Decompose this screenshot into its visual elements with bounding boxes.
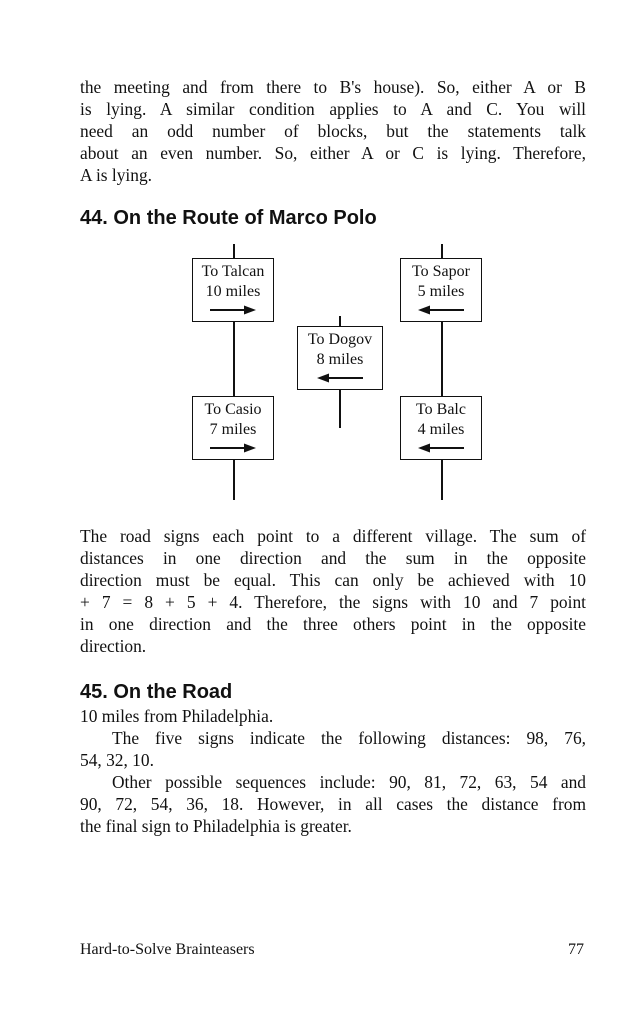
text-line: need an odd number of blocks, but the statements talk [80, 121, 586, 141]
arrow-right-icon [210, 305, 256, 315]
arrow-left-icon [418, 443, 464, 453]
text-line: The road signs each point to a different village. The sum of [80, 526, 586, 546]
sign-balc [400, 396, 482, 460]
text-line: A is lying. [80, 165, 152, 185]
text-line: 54, 32, 10. [80, 750, 154, 770]
sign-casio [192, 396, 274, 460]
sign-distance: 4 miles [417, 421, 465, 438]
footer-book-title: Hard-to-Solve Brainteasers [80, 941, 255, 958]
section-45-paragraph-1 [80, 727, 586, 771]
sign-destination: To Casio [204, 401, 262, 418]
sign-sapor [400, 258, 482, 322]
sign-distance: 7 miles [209, 421, 257, 438]
text-line: in one direction and the three others point in the opposite [80, 614, 586, 634]
arrow-left-icon [317, 373, 363, 383]
text-line: distances in one direction and the sum in the opposite [80, 548, 586, 568]
text-line: the final sign to Philadelphia is greater. [80, 816, 352, 836]
section-44-paragraph [80, 525, 586, 657]
text-line: 90, 72, 54, 36, 18. However, in all cases the distance from [80, 794, 586, 814]
sign-talcan [192, 258, 274, 322]
section-45-heading: 45. On the Road [80, 681, 233, 703]
sign-distance: 5 miles [417, 283, 465, 300]
text-line: 10 miles from Philadelphia. [80, 706, 274, 726]
arrow-left-icon [418, 305, 464, 315]
arrow-right-icon [210, 443, 256, 453]
sign-destination: To Sapor [412, 263, 470, 280]
text-line: is lying. A similar condition applies to A and C. You will [80, 99, 586, 119]
section-45-paragraph-2 [80, 771, 586, 837]
text-line: The five signs indicate the following distances: 98, 76, [112, 728, 586, 748]
page-number: 77 [568, 941, 584, 958]
text-line: Other possible sequences include: 90, 81, 72, 63, 54 and [112, 772, 586, 792]
sign-destination: To Balc [416, 401, 466, 418]
sign-destination: To Dogov [307, 331, 373, 348]
sign-dogov [297, 326, 383, 390]
text-line: direction must be equal. This can only be achieved with 10 [80, 570, 586, 590]
section-45-answer [80, 705, 586, 727]
text-line: the meeting and from there to B's house). So, either A or B [80, 77, 586, 97]
sign-destination: To Talcan [201, 263, 265, 280]
section-44-heading: 44. On the Route of Marco Polo [80, 207, 377, 229]
text-line: + 7 = 8 + 5 + 4. Therefore, the signs with 10 and 7 point [80, 592, 586, 612]
text-line: direction. [80, 636, 147, 656]
sign-distance: 8 miles [316, 351, 364, 368]
intro-paragraph [80, 76, 586, 186]
sign-distance: 10 miles [205, 283, 261, 300]
text-line: about an even number. So, either A or C is lying. Therefore, [80, 143, 586, 163]
